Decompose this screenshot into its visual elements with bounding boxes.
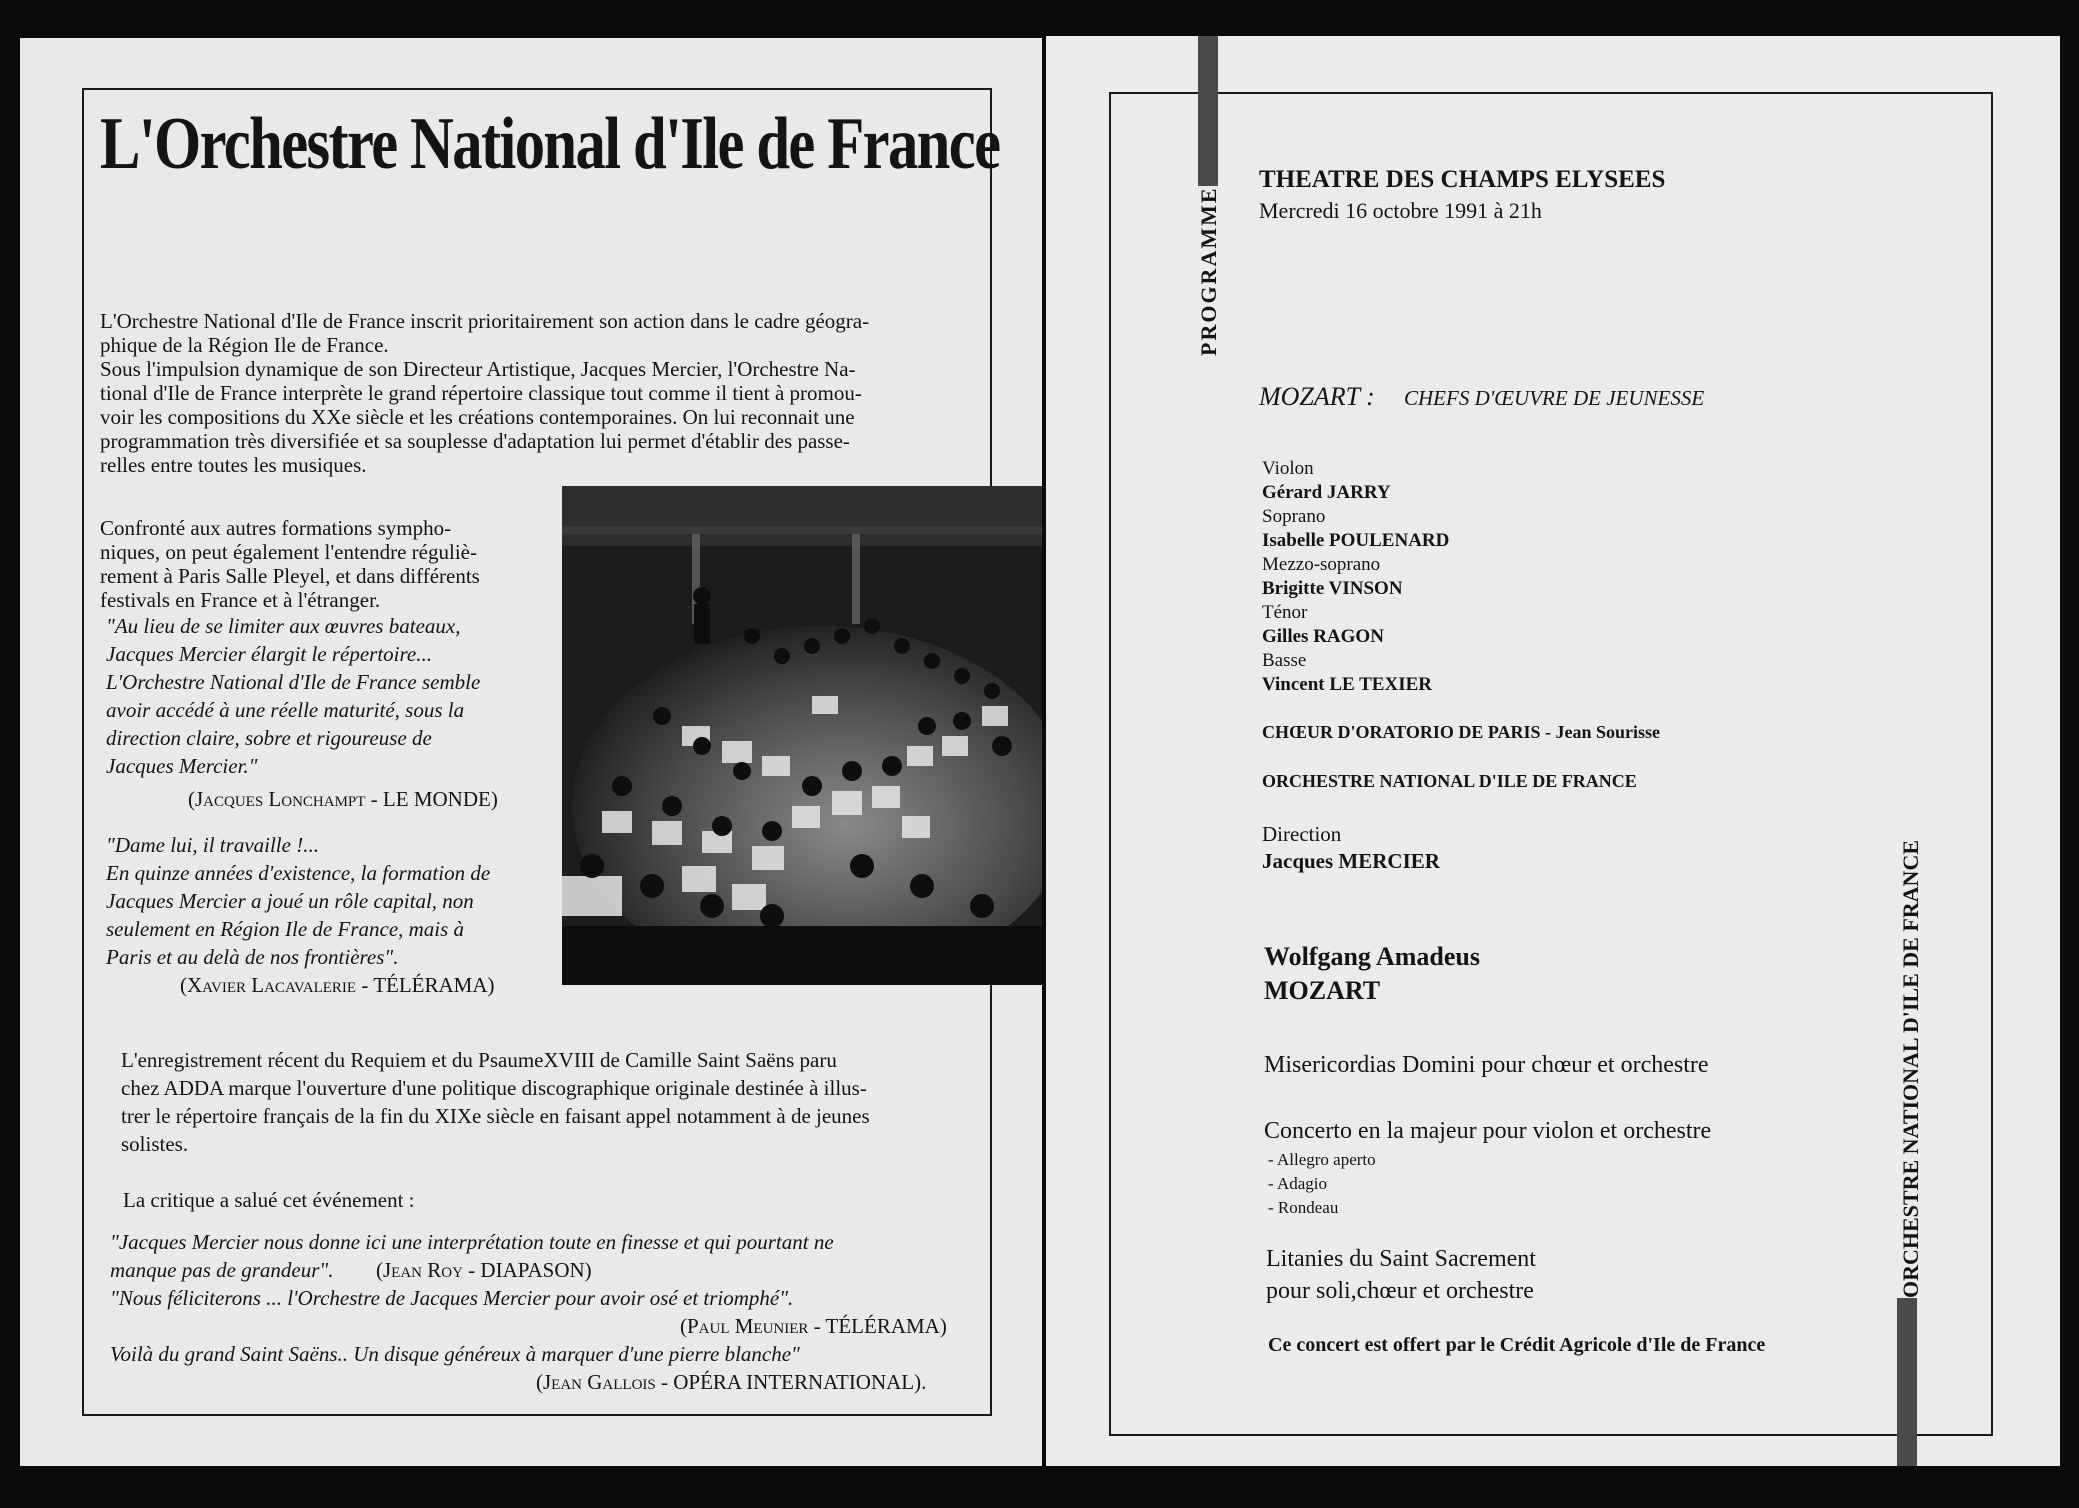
review-line: manque pas de grandeur".: [110, 1258, 334, 1282]
soloist-role: Basse: [1262, 650, 1307, 671]
work-misericordias: Misericordias Domini pour chœur et orchestre: [1264, 1052, 1709, 1078]
side-bar-decoration: [1198, 36, 1218, 186]
theme-title: CHEFS D'ŒUVRE DE JEUNESSE: [1404, 386, 1705, 410]
press-quote-telerama: [106, 831, 560, 971]
venue: THEATRE DES CHAMPS ELYSEES: [1259, 166, 1666, 193]
quote-line: avoir accédé à une réelle maturité, sous la: [106, 698, 465, 722]
direction-label: Direction: [1262, 822, 1342, 846]
recording-line: trer le répertoire français de la fin du XIXe siècle en faisant appel notamment à de jeunes: [121, 1104, 870, 1128]
confront-line: festivals en France et à l'étranger.: [100, 588, 381, 612]
quote-line: Jacques Mercier a joué un rôle capital, non: [106, 889, 474, 913]
sponsor-line: Ce concert est offert par le Crédit Agricole d'Ile de France: [1268, 1334, 1766, 1356]
intro-line: L'Orchestre National d'Ile de France inscrit prioritairement son action dans le cadre géogra-: [100, 309, 870, 333]
intro-line: phique de la Région Ile de France.: [100, 333, 389, 357]
recording-line: chez ADDA marque l'ouverture d'une politique discographique originale destinée à illus-: [121, 1076, 867, 1100]
intro-line: Sous l'impulsion dynamique de son Directeur Artistique, Jacques Mercier, l'Orchestre Na-: [100, 357, 856, 381]
soloist-name: Vincent LE TEXIER: [1262, 674, 1432, 695]
quote-line: L'Orchestre National d'Ile de France semble: [106, 670, 481, 694]
confront-line: rement à Paris Salle Pleyel, et dans différents: [100, 564, 480, 588]
quote-line: Paris et au delà de nos frontières".: [106, 945, 399, 969]
composer-last-name: MOZART: [1264, 976, 1381, 1005]
quote-line: "Dame lui, il travaille !...: [106, 833, 319, 857]
quote-line: direction claire, sobre et rigoureuse de: [106, 726, 432, 750]
soloist-role: Soprano: [1262, 506, 1326, 527]
intro-line: voir les compositions du XXe siècle et les créations contemporaines. On lui reconnait une: [100, 405, 855, 429]
right-page: [1046, 36, 2060, 1466]
orchestra-name: ORCHESTRE NATIONAL D'ILE DE FRANCE: [1262, 771, 1637, 791]
page-title: L'Orchestre National d'Ile de France: [100, 103, 1000, 185]
orchestra-photo: [562, 486, 1042, 985]
review-attribution: (Paul Meunier - TÉLÉRAMA): [680, 1314, 947, 1338]
intro-line: tional d'Ile de France interprète le grand répertoire classique tout comme il tient à promou-: [100, 381, 862, 405]
quote-attribution: (Jacques Lonchampt - LE MONDE): [188, 787, 498, 811]
intro-line: programmation très diversifiée et sa souplesse d'adaptation lui permet d'établir des passe-: [100, 429, 850, 453]
quote-line: seulement en Région Ile de France, mais à: [106, 917, 465, 941]
soloist-name: Isabelle POULENARD: [1262, 530, 1450, 551]
side-bar-decoration: [1897, 1298, 1917, 1466]
quote-line: "Au lieu de se limiter aux œuvres bateaux,: [106, 614, 461, 638]
soloist-role: Violon: [1262, 458, 1314, 479]
intro-line: relles entre toutes les musiques.: [100, 453, 367, 477]
choir: CHŒUR D'ORATORIO DE PARIS - Jean Sourisse: [1262, 722, 1661, 742]
confront-line: Confronté aux autres formations sympho-: [100, 516, 452, 540]
work-litanies: Litanies du Saint Sacrement: [1266, 1246, 1536, 1272]
review-attribution: (Jean Roy - DIAPASON): [376, 1258, 592, 1282]
soloist-name: Gérard JARRY: [1262, 482, 1391, 503]
orchestra-photo-drawing: [562, 486, 1042, 985]
review-line: "Nous féliciterons ... l'Orchestre de Jacques Mercier pour avoir osé et triomphé".: [110, 1286, 794, 1310]
quote-attribution: (Xavier Lacavalerie - TÉLÉRAMA): [180, 973, 495, 997]
vertical-orchestra-label: ORCHESTRE NATIONAL D'ILE DE FRANCE: [1898, 839, 1923, 1298]
work-concerto: Concerto en la majeur pour violon et orchestre: [1264, 1118, 1712, 1144]
theme-composer: MOZART :: [1259, 382, 1375, 411]
work-litanies-detail: pour soli,chœur et orchestre: [1266, 1278, 1534, 1304]
review-attribution: (Jean Gallois - OPÉRA INTERNATIONAL).: [536, 1370, 927, 1394]
press-quote-lemonde: [106, 612, 560, 780]
movement: - Rondeau: [1268, 1198, 1339, 1217]
right-page-frame: [1109, 92, 1993, 1436]
recording-paragraph: [121, 1046, 979, 1158]
critique-intro: La critique a salué cet événement :: [123, 1188, 415, 1212]
soloist-name: Gilles RAGON: [1262, 626, 1384, 647]
movement: - Allegro aperto: [1268, 1150, 1376, 1169]
movement: - Adagio: [1268, 1174, 1328, 1193]
conductor: Jacques MERCIER: [1262, 849, 1440, 873]
intro-paragraph: [100, 309, 992, 477]
review-line: "Jacques Mercier nous donne ici une interprétation toute en finesse et qui pourtant ne: [110, 1230, 834, 1254]
programme-label: PROGRAMME: [1196, 186, 1221, 356]
review-line: Voilà du grand Saint Saëns.. Un disque généreux à marquer d'une pierre blanche": [110, 1342, 800, 1366]
soloist-name: Brigitte VINSON: [1262, 578, 1403, 599]
concert-date: Mercredi 16 octobre 1991 à 21h: [1259, 198, 1542, 223]
recording-line: solistes.: [121, 1132, 189, 1156]
quote-line: En quinze années d'existence, la formation de: [106, 861, 491, 885]
quote-line: Jacques Mercier élargit le répertoire...: [106, 642, 432, 666]
soloist-role: Ténor: [1262, 602, 1308, 623]
quote-line: Jacques Mercier.": [106, 754, 258, 778]
left-page: [20, 38, 1042, 1466]
recording-line: L'enregistrement récent du Requiem et du PsaumeXVIII de Camille Saint Saëns paru: [121, 1048, 837, 1072]
soloist-role: Mezzo-soprano: [1262, 554, 1381, 575]
confront-paragraph: [100, 516, 558, 612]
composer-first-name: Wolfgang Amadeus: [1264, 942, 1480, 971]
confront-line: niques, on peut également l'entendre réguliè-: [100, 540, 477, 564]
